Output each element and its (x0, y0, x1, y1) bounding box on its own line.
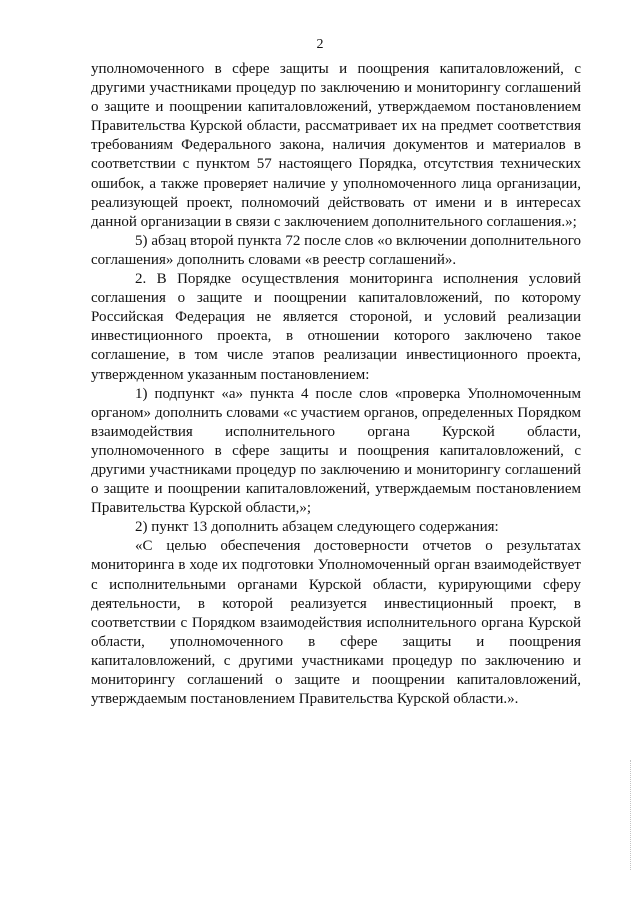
page-number: 2 (316, 37, 324, 52)
paragraph-section-2: 2. В Порядке осуществления мониторинга исполнения условий соглашения о защите и поощрении капиталовложений, по которому Российская Федерация не является стороной, и условий реализации инвестиционного проекта, в отношении которого заключено такое соглашение, в том числе этапов реализации инвестиционного проекта, утвержденном указанным постановлением: (91, 271, 581, 383)
document-body (91, 60, 581, 709)
paragraph-subitem-2: 2) пункт 13 дополнить абзацем следующего содержания: (135, 519, 499, 536)
paragraph-subitem-1: 1) подпункт «а» пункта 4 после слов «проверка Уполномоченным органом» дополнить словами «с участием органов, определенных Порядком взаимодействия исполнительного органа Курской области, уполномоченного в сфере защиты и поощрения капиталовложений, с другими участниками процедур по заключению и мониторингу соглашений о защите и поощрении капиталовложений, утверждаемым постановлением Правительства Курской области,»; (91, 385, 581, 517)
scan-margin-mark (630, 760, 633, 870)
paragraph-quote: «С целью обеспечения достоверности отчетов о результатах мониторинга в ходе их подготовки Уполномоченный орган взаимодействует с исполнительными органами Курской области, курирующими сферу деятельности, в которой реализуется инвестиционный проект, в соответствии с Порядком взаимодействия исполнительного органа Курской области, уполномоченного в сфере защиты и поощрения капиталовложений, с другими участниками процедур по заключению и мониторингу соглашений о защите и поощрении капиталовложений, утверждаемым постановлением Правительства Курской области.». (91, 538, 581, 708)
paragraph-continuation: уполномоченного в сфере защиты и поощрения капиталовложений, с другими участниками процедур по заключению и мониторингу соглашений о защите и поощрении капиталовложений, утверждаемом постановлением Правительства Курской области, рассматривает их на предмет соответствия требованиям Федерального закона, наличия документов и материалов в соответствии с пунктом 57 настоящего Порядка, отсутствия технических ошибок, а также проверяет наличие у уполномоченного лица организации, реализующей проект, полномочий действовать от имени и в интересах данной организации в связи с заключением дополнительного соглашения.»; (91, 61, 581, 230)
paragraph-item-5: 5) абзац второй пункта 72 после слов «о включении дополнительного соглашения» дополнить словами «в реестр соглашений». (91, 232, 581, 268)
